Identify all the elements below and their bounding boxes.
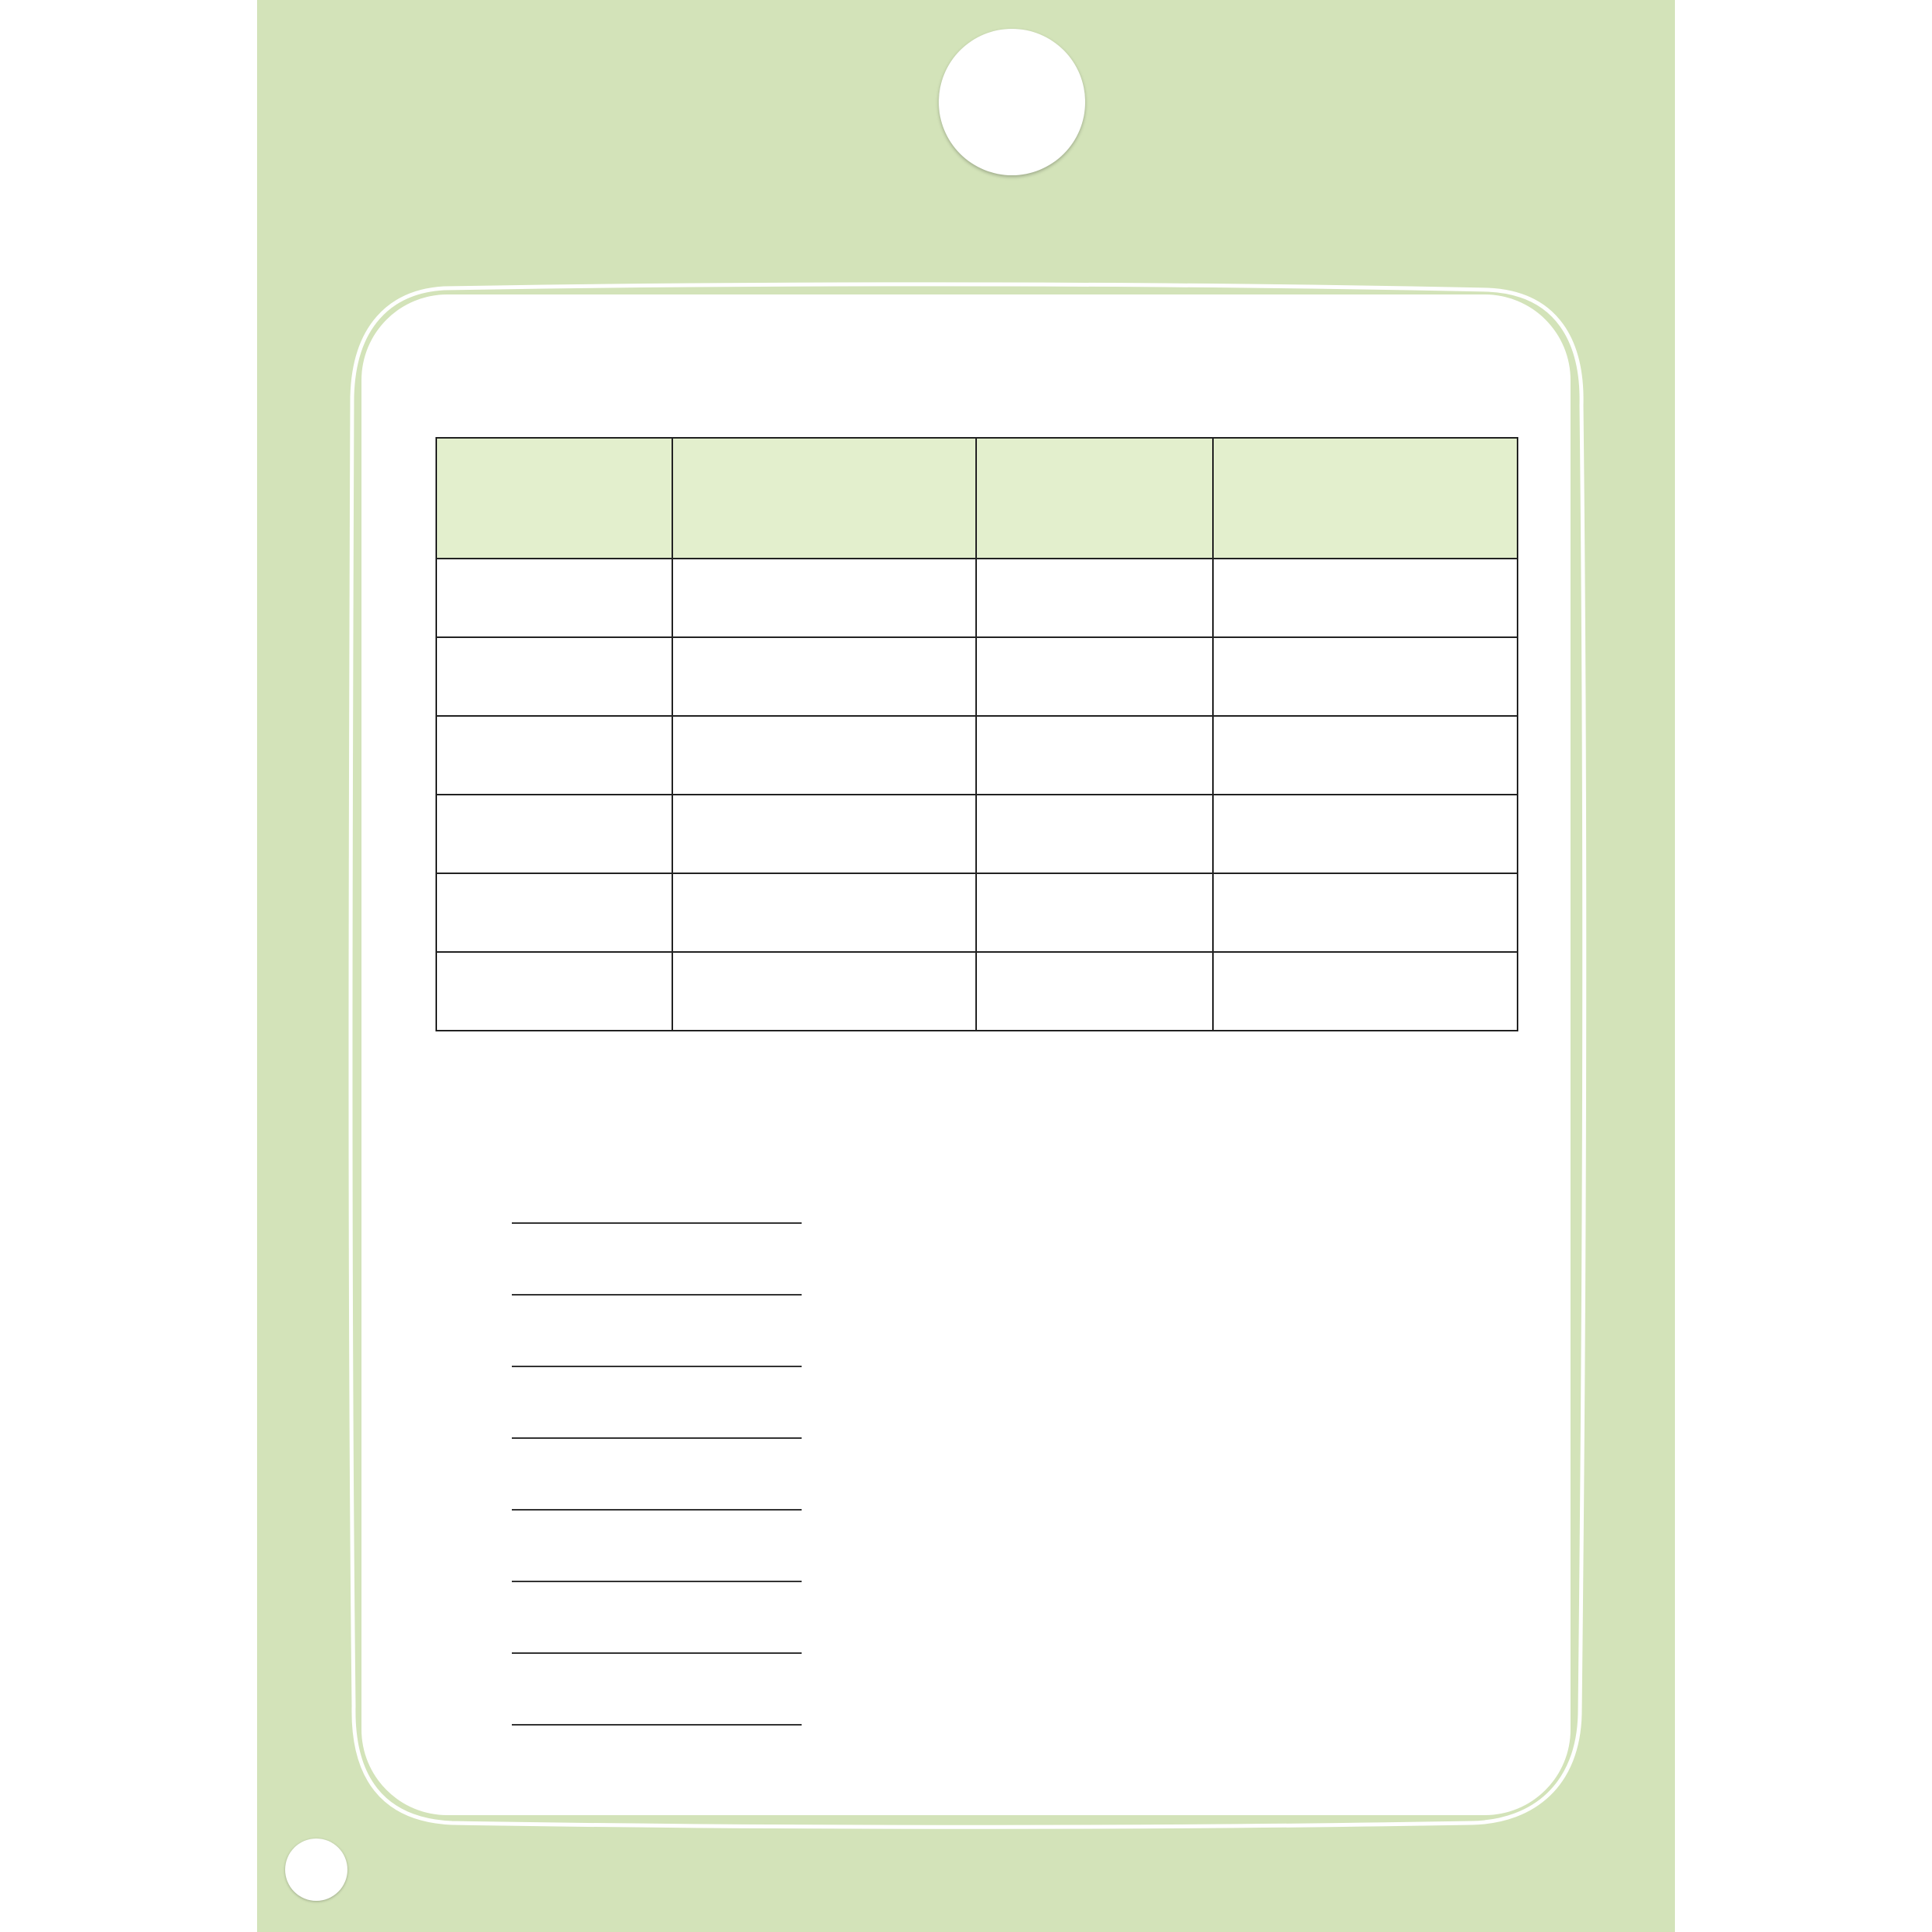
- checkpoint-badge: [939, 29, 1085, 175]
- present-participle-table: [435, 437, 1518, 1031]
- sentence-item: [435, 1330, 1526, 1401]
- base-form-cell: [976, 952, 1213, 1031]
- answer-blank-line[interactable]: [512, 1263, 802, 1296]
- table-row: [436, 559, 1518, 637]
- base-form-cell: [976, 873, 1213, 952]
- answer-blank-cell[interactable]: [1213, 716, 1518, 795]
- base-form-cell: [976, 716, 1213, 795]
- corner-stripes: [265, 1885, 366, 1932]
- table-row: [436, 952, 1518, 1031]
- table-row: [436, 716, 1518, 795]
- column-header-present-participle: [672, 438, 976, 559]
- sentence-item: [435, 1401, 1526, 1473]
- answer-blank-line[interactable]: [512, 1549, 802, 1582]
- sentence-item: [435, 1545, 1526, 1616]
- column-header-present-participle: [1213, 438, 1518, 559]
- answer-blank-line[interactable]: [512, 1693, 802, 1726]
- answer-blank-cell[interactable]: [1213, 952, 1518, 1031]
- sentence-item: [435, 1186, 1526, 1258]
- top-stripe-border: [257, 0, 1675, 47]
- sentence-item: [435, 1616, 1526, 1688]
- answer-blank-line[interactable]: [512, 1334, 802, 1367]
- answer-blank-cell[interactable]: [672, 795, 976, 873]
- base-form-cell: [436, 873, 672, 952]
- answer-blank-cell[interactable]: [672, 637, 976, 716]
- sentence-item: [435, 1258, 1526, 1330]
- sentence-list: [435, 1186, 1526, 1760]
- base-form-cell: [976, 795, 1213, 873]
- answer-blank-cell[interactable]: [1213, 559, 1518, 637]
- column-header-base-form: [436, 438, 672, 559]
- sentence-item: [435, 1688, 1526, 1760]
- column-header-base-form: [976, 438, 1213, 559]
- answer-blank-line[interactable]: [512, 1478, 802, 1511]
- answer-blank-cell[interactable]: [1213, 795, 1518, 873]
- answer-blank-cell[interactable]: [672, 873, 976, 952]
- answer-blank-line[interactable]: [512, 1191, 802, 1224]
- answer-blank-line[interactable]: [512, 1621, 802, 1654]
- base-form-cell: [436, 559, 672, 637]
- base-form-cell: [436, 795, 672, 873]
- base-form-cell: [436, 716, 672, 795]
- answer-blank-cell[interactable]: [672, 716, 976, 795]
- base-form-cell: [436, 952, 672, 1031]
- sentence-item: [435, 1473, 1526, 1545]
- base-form-cell: [976, 559, 1213, 637]
- base-form-cell: [436, 637, 672, 716]
- badge-stripes: [939, 138, 1085, 175]
- answer-blank-line[interactable]: [512, 1406, 802, 1439]
- answer-blank-cell[interactable]: [1213, 873, 1518, 952]
- table-row: [436, 637, 1518, 716]
- answer-blank-cell[interactable]: [672, 559, 976, 637]
- table-row: [436, 873, 1518, 952]
- table-row: [436, 795, 1518, 873]
- answer-blank-cell[interactable]: [672, 952, 976, 1031]
- answer-blank-cell[interactable]: [1213, 637, 1518, 716]
- base-form-cell: [976, 637, 1213, 716]
- table-header-row: [436, 438, 1518, 559]
